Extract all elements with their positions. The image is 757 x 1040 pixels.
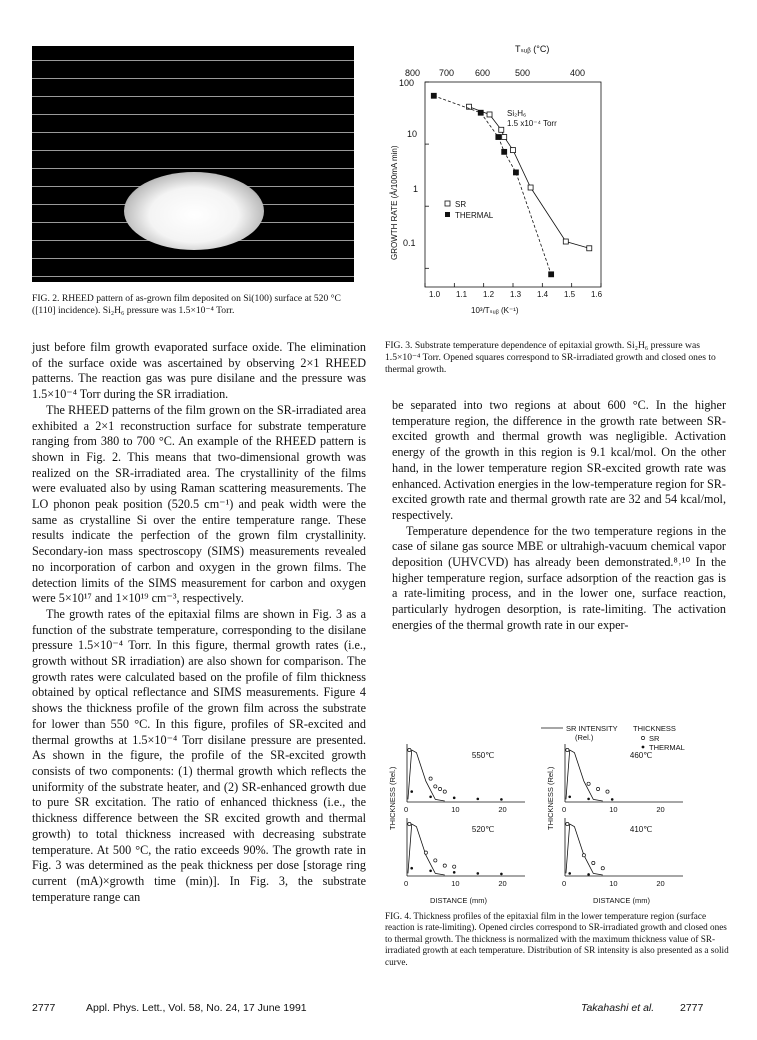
fig4-thermal-point	[453, 797, 456, 800]
fig3-sr-point	[587, 246, 592, 251]
fig4-x-label-right: DISTANCE (mm)	[593, 896, 650, 905]
fig4-thermal-point	[587, 873, 590, 876]
fig3-sr-point	[528, 185, 533, 190]
fig4-x-tick: 0	[404, 805, 409, 814]
fig4-thickness-profiles	[385, 720, 725, 910]
fig3-top-tick: 600	[475, 68, 491, 78]
fig3-legend-sr: SR	[455, 200, 467, 209]
fig4-thermal-point	[453, 871, 456, 874]
fig4-sr-point	[434, 785, 437, 788]
fig3-x-tick: 1.6	[591, 290, 603, 299]
fig3-annotation-pressure: 1.5 x10⁻⁴ Torr	[507, 119, 557, 128]
fig4-thermal-point	[429, 796, 432, 799]
fig3-growth-rate-chart	[385, 40, 725, 330]
fig4-thermal-point	[568, 872, 571, 875]
fig4-thermal-point	[429, 870, 432, 873]
fig4-sr-intensity-curve	[408, 824, 445, 875]
fig4-sr-point	[592, 861, 595, 864]
fig4-sr-point	[601, 867, 604, 870]
fig3-y-tick: 100	[399, 78, 415, 88]
fig4-thermal-point	[611, 798, 614, 801]
fig4-x-tick: 10	[609, 805, 618, 814]
fig3-sr-point	[487, 112, 492, 117]
fig4-sr-point	[443, 864, 446, 867]
fig4-sr-point	[438, 787, 441, 790]
fig3-x-tick: 1.0	[429, 290, 441, 299]
fig4-x-tick: 0	[562, 879, 567, 888]
fig3-top-ticks	[405, 68, 585, 78]
fig4-x-tick: 10	[451, 805, 460, 814]
fig3-thermal-point	[502, 149, 507, 154]
fig4-thermal-point	[477, 798, 480, 801]
fig3-x-ticks	[429, 290, 603, 299]
fig4-sr-point	[434, 859, 437, 862]
fig4-thermal-point	[410, 790, 413, 793]
fig4-x-tick: 20	[498, 879, 507, 888]
fig3-caption: FIG. 3. Substrate temperature dependence of epitaxial growth. Si₂H₆ pressure was 1.5×10⁻⁴ Torr. Opened squares correspond to SR-irradiated growth and closed ones to thermal growth.	[385, 340, 716, 375]
fig3-y-axis-title: GROWTH RATE (Å/100mA min)	[390, 145, 399, 260]
fig4-x-label-left: DISTANCE (mm)	[430, 896, 487, 905]
fig3-x-tick: 1.2	[483, 290, 495, 299]
fig3-top-tick: 500	[515, 68, 531, 78]
fig4-x-tick: 0	[562, 805, 567, 814]
fig4-x-tick: 10	[451, 879, 460, 888]
fig3-top-tick: 700	[439, 68, 455, 78]
left-column	[32, 340, 366, 905]
fig4-legend-sr-intensity: SR INTENSITY	[566, 724, 618, 733]
fig3-top-axis-title: Tₛᵤᵦ (°C)	[515, 44, 550, 54]
fig3-legend-thermal: THERMAL	[455, 211, 494, 220]
fig4-sr-intensity-curve	[566, 824, 603, 875]
fig3-thermal-point	[549, 272, 554, 277]
fig4-sr-point	[408, 748, 411, 751]
fig4-panel-temperature: 410℃	[629, 825, 653, 834]
fig4-sr-intensity-curve	[566, 750, 603, 801]
fig3-sr-point	[563, 239, 568, 244]
fig3-sr-point	[502, 135, 507, 140]
fig4-thermal-point	[500, 873, 503, 876]
fig4-sr-point	[606, 790, 609, 793]
fig4-sr-point	[408, 822, 411, 825]
right-paragraph-1: be separated into two regions at about 600 °C. In the higher temperature region, the difference in the growth rate between SR-excited growth and thermal growth was negligible. Activation energy of the growth in this region is 9.1 kcal/mol. On the other hand, in the lower temperature region SR-excited growth rate was enhanced. Activation energies in the low-temperature region for SR-excited growth rate and thermal growth rate are 32 and 54 kcal/mol, respectively.	[392, 398, 726, 522]
fig3-annotation-gas: Si₂H₆	[507, 109, 527, 118]
fig4-sr-point	[566, 822, 569, 825]
fig4-thermal-point	[568, 796, 571, 799]
fig3-y-tick: 10	[407, 129, 418, 139]
fig4-legend-thickness: THICKNESS	[633, 724, 676, 733]
fig3-legend-thermal-marker	[445, 212, 450, 217]
fig4-x-tick: 20	[498, 805, 507, 814]
fig3-x-tick: 1.5	[564, 290, 576, 299]
fig3-x-tick: 1.1	[456, 290, 468, 299]
fig4-x-tick: 20	[656, 805, 665, 814]
fig3-thermal-point	[478, 110, 483, 115]
fig4-legend-sr-marker	[641, 736, 644, 739]
fig3-thermal-point	[496, 135, 501, 140]
fig4-sr-point	[596, 787, 599, 790]
fig4-panel-temperature: 520℃	[471, 825, 495, 834]
fig3-y-tick: 1	[413, 184, 419, 194]
fig4-sr-point	[453, 865, 456, 868]
fig4-y-label-left: THICKNESS (Rel.)	[388, 766, 397, 830]
fig4-x-tick: 20	[656, 879, 665, 888]
fig4-sr-point	[424, 851, 427, 854]
fig3-sr-point	[499, 127, 504, 132]
fig4-sr-point	[443, 790, 446, 793]
right-paragraph-2: Temperature dependence for the two temperature regions in the case of silane gas source MBE or ultrahigh-vacuum chemical vapor deposition (UHVCVD) has already been demonstrated.⁸˒¹⁰ In the higher temperature region, surface adsorption of the reaction gas is a rate-limiting process, and in the lower one, surface reaction, particularly hydrogen desorption, is rate-limiting. The activation energies of the thermal growth rate in our exper-	[392, 523, 726, 632]
footer-journal: Appl. Phys. Lett., Vol. 58, No. 24, 17 June 1991	[86, 1002, 307, 1014]
fig3-top-tick: 800	[405, 68, 421, 78]
fig4-panels	[404, 744, 683, 888]
fig3-top-tick: 400	[570, 68, 586, 78]
fig4-sr-point	[582, 854, 585, 857]
fig3-thermal-point	[513, 170, 518, 175]
fig3-x-axis-title: 10³/Tₛᵤᵦ (K⁻¹)	[471, 306, 519, 315]
fig4-legend-sr-intensity-sub: (Rel.)	[575, 733, 594, 742]
fig4-x-tick: 10	[609, 879, 618, 888]
fig4-panel-temperature: 460℃	[629, 751, 653, 760]
fig3-legend-sr-marker	[445, 201, 450, 206]
fig4-legend-thermal-marker	[642, 746, 645, 749]
right-column	[392, 398, 726, 634]
fig4-thermal-point	[477, 872, 480, 875]
fig4-legend-thermal: THERMAL	[649, 743, 685, 752]
fig4-thermal-point	[587, 798, 590, 801]
fig4-y-label-right: THICKNESS (Rel.)	[546, 766, 555, 830]
fig3-y-tick: 0.1	[403, 238, 416, 248]
fig3-sr-point	[511, 148, 516, 153]
fig4-legend-sr: SR	[649, 734, 660, 743]
fig4-sr-point	[587, 782, 590, 785]
rheed-pattern-image	[32, 46, 354, 282]
fig4-thermal-point	[500, 798, 503, 801]
fig4-sr-intensity-curve	[408, 750, 445, 801]
fig4-x-tick: 0	[404, 879, 409, 888]
fig4-panel-temperature: 550℃	[471, 751, 495, 760]
fig4-sr-point	[429, 777, 432, 780]
fig3-thermal-point	[431, 93, 436, 98]
fig2-caption: FIG. 2. RHEED pattern of as-grown film deposited on Si(100) surface at 520 °C ([110] incidence). Si₂H₆ pressure was 1.5×10⁻⁴ Torr.	[32, 293, 341, 316]
fig3-x-tick: 1.3	[510, 290, 522, 299]
footer-page-left: 2777	[32, 1002, 56, 1014]
fig3-x-tick: 1.4	[537, 290, 549, 299]
footer-page-right: 2777	[680, 1002, 704, 1014]
footer-authors: Takahashi et al.	[581, 1002, 655, 1014]
fig4-thermal-point	[410, 867, 413, 870]
left-paragraph-2: The RHEED patterns of the film grown on the SR-irradiated area exhibited a 2×1 reconstruction surface for substrate temperature ranging from 380 to 700 °C. An example of the RHEED pattern is shown in Fig. 2. This means that two-dimensional growth was realized on the SR-irradiated area. The crystallinity of the films were evaluated also by using Raman scattering measurements. The LO phonon peak position (520.5 cm⁻¹) and peak width were the same as crystalline Si over the entire temperature range. These results indicate the perfection of the grown film crystallinity. Secondary-ion mass spectroscopy (SIMS) measurements revealed no incorporation of carbon and oxygen in the grown films. The detection limits of the SIMS measurement for carbon and oxygen were 5×10¹⁷ and 1×10¹⁹ cm⁻³, respectively.	[32, 402, 366, 606]
left-paragraph-3: The growth rates of the epitaxial films are shown in Fig. 3 as a function of the substrate temperature, corresponding to the disilane pressure 1.5×10⁻⁴ Torr. In this figure, thermal growth rates (i.e., growth without SR irradiation) are also shown for comparison. The growth rates were calculated based on the profile of film thickness obtained by optical reflectance and SIMS measurements. Figure 4 shows the thickness profile of the grown film across the substrate for lower than 550 °C. In this figure, profiles of SR-excited and thermal growths at 1.5×10⁻⁴ Torr disilane pressure are presented. As shown in the figure, the profile of the SR-excited growth consists of two components: (1) thermal growth which reflects the uniformity of the substrate heater, and (2) SR-enhanced growth due to pure SR excitation. The ratio of enhanced thickness (i.e., the thickness difference between the SR excited growth and thermal growth) to total thickness increased with decreasing substrate temperature. At 500 °C, the ratio exceeds 90%. The growth rate in Fig. 3 was determined as the peak thickness per dose [storage ring current (mA)×growth time (min)]. In Fig. 3, the substrate temperature range can	[32, 606, 366, 904]
fig4-caption: FIG. 4. Thickness profiles of the epitaxial film in the lower temperature region (surface reaction is rate-limiting). Opened circles correspond to SR-irradiated growth and closed ones to thermal growth. The thickness is normalized with the maximum thickness value of SR-irradiated growth at each temperature. Distribution of SR intensity is also presented as a solid curve.	[385, 911, 729, 967]
left-paragraph-1: just before film growth evaporated surface oxide. The elimination of the surface oxide was ascertained by observing 2×1 RHEED patterns. The reaction gas was pure disilane and the pressure was 1.5×10⁻⁴ Torr during the SR irradiation.	[32, 340, 366, 402]
fig4-sr-point	[566, 748, 569, 751]
